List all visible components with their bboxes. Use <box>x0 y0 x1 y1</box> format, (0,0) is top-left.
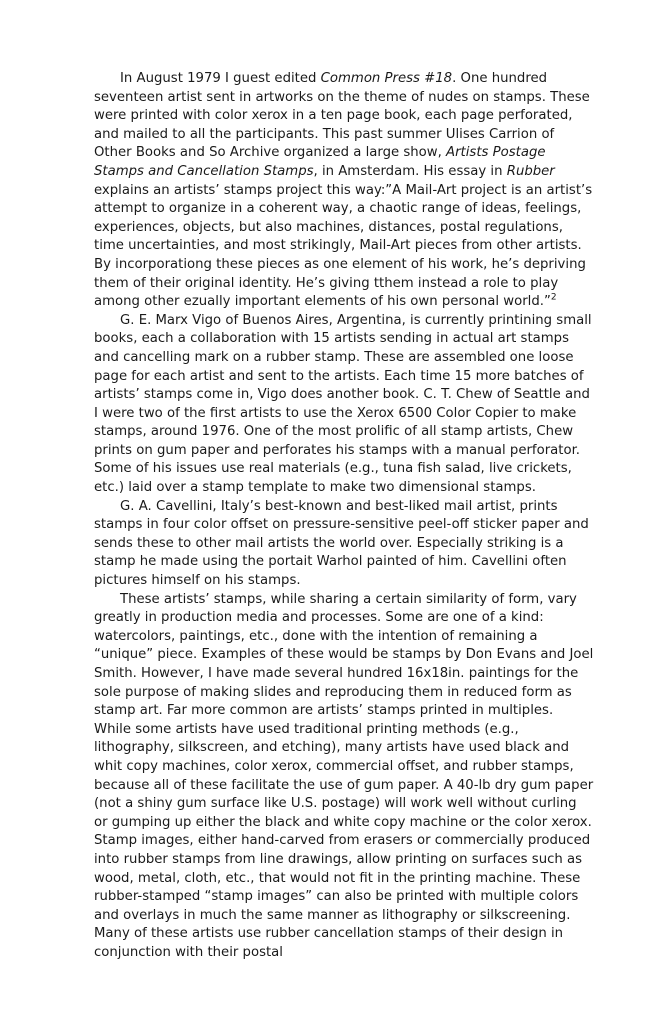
paragraph-4 <box>94 591 594 963</box>
text-run: , in Amsterdam. His essay in <box>313 163 507 179</box>
footnote-marker: 2 <box>550 292 557 303</box>
exhibition-title: Artists Postage Stamps and Cancellation Stamps <box>94 145 546 179</box>
text-run: G. A. Cavellini, Italy’s best-known and best-liked mail artist, prints stamps in four color offset on pressure-sensitive peel-off sticker paper and sends these to other mail artists the world over. Especially striking is a stamp he made using the portait Warhol painted of him. Cavellini often pictures himself on his stamps. <box>94 498 589 589</box>
paragraph-2 <box>94 312 594 498</box>
publication-title: Rubber <box>506 163 555 179</box>
publication-title: Common Press #18 <box>320 71 453 86</box>
text-run: . One hundred seventeen artist sent in artworks on the theme of nudes on stamps. These were printed with color xerox in a ten page book, each page perforated, and mailed to all the participants. This past summer Ulises Carrion of Other Books and So Archive organized a large show, <box>94 71 590 161</box>
text-run: These artists’ stamps, while sharing a certain similarity of form, vary greatly in production media and processes. Some are one of a kind: watercolors, paintings, etc., done with the intention of remaining a “unique” piece. Examples of these would be stamps by Don Evans and Joel Smith. However, I have made several hundred 16x18in. paintings for the sole purpose of making slides and reproducing them in reduced form as stamp art. Far more common are artists’ stamps printed in multiples. While some artists have used traditional printing methods (e.g., lithography, silkscreen, and etching), many artists have used black and whit copy machines, color xerox, commercial offset, and rubber stamps, because all of these facilitate the use of gum paper. A 40-lb dry gum paper (not a shiny gum surface like U.S. postage) will work well without curling or gumping up either the black and white copy machine or the color xerox. Stamp images, either hand-carved from erasers or commercially produced into rubber stamps from line drawings, allow printing on surfaces such as wood, metal, cloth, etc., that would not fit in the printing machine. These rubber-stamped “stamp images” can also be printed with multiple colors and overlays in much the same manner as lithography or silkscreening. Many of these artists use rubber cancellation stamps of their design in conjunction with their postal <box>94 591 594 960</box>
paragraph-1 <box>94 70 594 312</box>
text-run: explains an artists’ stamps project this way:”A Mail-Art project is an artist’s attempt to organize in a coherent way, a chaotic range of ideas, feelings, experiences, objects, but also machines, distances, postal regulations, time uncertainties, and most strikingly, Mail-Art pieces from other artists. By incorporationg these pieces as one element of his work, he’s depriving them of their original identity. He’s giving tthem instead a role to play among other ezually important elements of his own personal world.” <box>94 182 593 310</box>
paragraph-3 <box>94 498 594 591</box>
text-run: In August 1979 I guest edited <box>120 71 321 86</box>
document-page <box>94 70 594 963</box>
text-run: G. E. Marx Vigo of Buenos Aires, Argentina, is currently printining small books, each a collaboration with 15 artists sending in actual art stamps and cancelling mark on a rubber stamp. These are assembled one loose page for each artist and sent to the artists. Each time 15 more batches of artists’ stamps come in, Vigo does another book. C. T. Chew of Seattle and I were two of the first artists to use the Xerox 6500 Color Copier to make stamps, around 1976. One of the most prolific of all stamp artists, Chew prints on gum paper and perforates his stamps with a manual perforator. Some of his issues use real materials (e.g., tuna fish salad, live crickets, etc.) laid over a stamp template to make two dimensional stamps. <box>94 312 592 496</box>
